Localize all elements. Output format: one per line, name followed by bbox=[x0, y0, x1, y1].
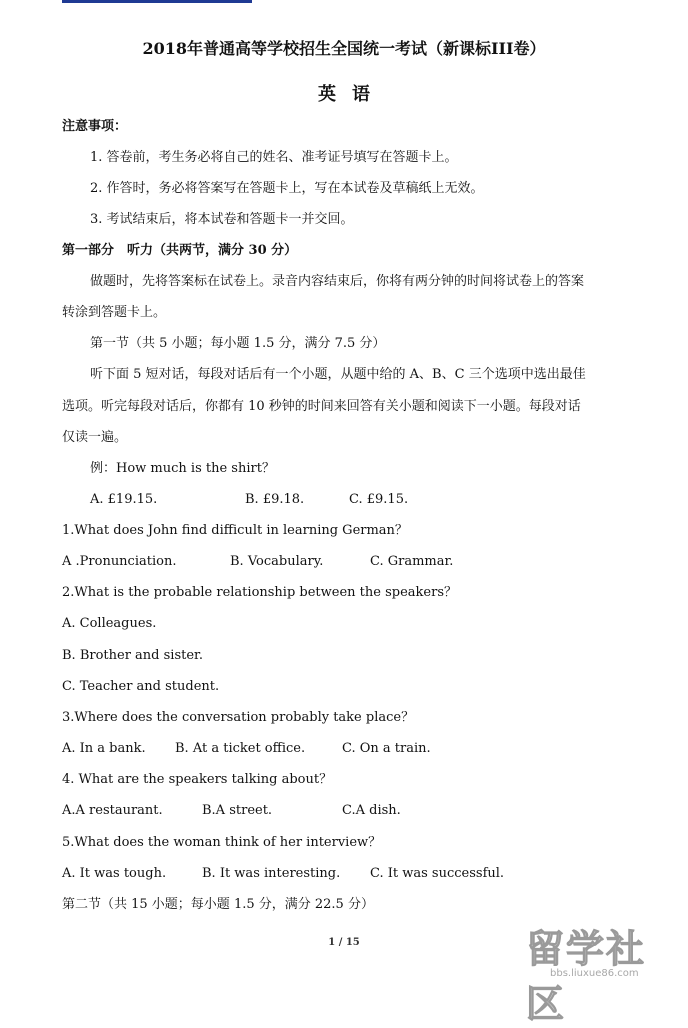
question-3-option-a: A. In a bank. bbox=[62, 741, 146, 756]
question-5-option-a: A. It was tough. bbox=[62, 866, 167, 881]
notes-heading: 注意事项： bbox=[62, 119, 128, 134]
question-5-option-b: B. It was interesting. bbox=[202, 866, 341, 881]
question-1: 1.What does John find difficult in learning German？ bbox=[62, 523, 408, 538]
question-5: 5.What does the woman think of her interview？ bbox=[62, 835, 382, 850]
top-accent-bar bbox=[62, 0, 252, 3]
example-option-c: C. £9.15. bbox=[349, 492, 409, 507]
section1-line3: 仅读一遍。 bbox=[62, 430, 128, 445]
watermark-text: 留学社区 bbox=[526, 927, 647, 1026]
question-4-option-a: A.A restaurant. bbox=[62, 803, 163, 818]
question-2-option-a: A. Colleagues. bbox=[62, 616, 157, 631]
question-4-option-c: C.A dish. bbox=[342, 803, 401, 818]
question-2-option-b: B. Brother and sister. bbox=[62, 648, 203, 663]
question-4: 4. What are the speakers talking about？ bbox=[62, 772, 333, 787]
part1-intro-line2: 转涂到答题卡上。 bbox=[62, 305, 167, 320]
question-5-option-c: C. It was successful. bbox=[370, 866, 505, 881]
section1-line2: 选项。听完每段对话后，你都有 10 秒钟的时间来回答有关小题和阅读下一小题。每段对话 bbox=[62, 399, 581, 414]
question-3-option-c: C. On a train. bbox=[342, 741, 431, 756]
question-3: 3.Where does the conversation probably take place？ bbox=[62, 710, 415, 725]
watermark-url: bbs.liuxue86.com bbox=[550, 968, 639, 979]
section1-line1: 听下面 5 短对话，每段对话后有一个小题，从题中给的 A、B、C 三个选项中选出最佳 bbox=[90, 367, 586, 382]
section2-heading: 第二节（共 15 小题；每小题 1.5 分，满分 22.5 分） bbox=[62, 897, 374, 912]
question-3-option-b: B. At a ticket office. bbox=[175, 741, 306, 756]
question-1-option-b: B. Vocabulary. bbox=[230, 554, 324, 569]
part1-intro-line1: 做题时，先将答案标在试卷上。录音内容结束后，你将有两分钟的时间将试卷上的答案 bbox=[90, 274, 585, 289]
question-2: 2.What is the probable relationship between the speakers？ bbox=[62, 585, 457, 600]
note-item-2: 2. 作答时，务必将答案写在答题卡上，写在本试卷及草稿纸上无效。 bbox=[90, 181, 484, 196]
section1-heading: 第一节（共 5 小题；每小题 1.5 分，满分 7.5 分） bbox=[90, 336, 386, 351]
note-item-3: 3. 考试结束后，将本试卷和答题卡一并交回。 bbox=[90, 212, 354, 227]
part1-heading: 第一部分 听力（共两节，满分 30 分） bbox=[62, 243, 298, 258]
example-question: 例：How much is the shirt？ bbox=[90, 461, 275, 476]
subject-title: 英语 bbox=[318, 84, 386, 105]
example-option-a: A. £19.15. bbox=[90, 492, 158, 507]
exam-title: 2018年普通高等学校招生全国统一考试（新课标III卷） bbox=[142, 39, 546, 58]
page-number: 1 / 15 bbox=[328, 937, 360, 948]
note-item-1: 1. 答卷前，考生务必将自己的姓名、准考证号填写在答题卡上。 bbox=[90, 150, 458, 165]
question-2-option-c: C. Teacher and student. bbox=[62, 679, 220, 694]
question-1-option-c: C. Grammar. bbox=[370, 554, 454, 569]
question-4-option-b: B.A street. bbox=[202, 803, 273, 818]
watermark-logo bbox=[520, 918, 680, 1026]
question-1-option-a: A .Pronunciation. bbox=[62, 554, 177, 569]
example-option-b: B. £9.18. bbox=[245, 492, 305, 507]
